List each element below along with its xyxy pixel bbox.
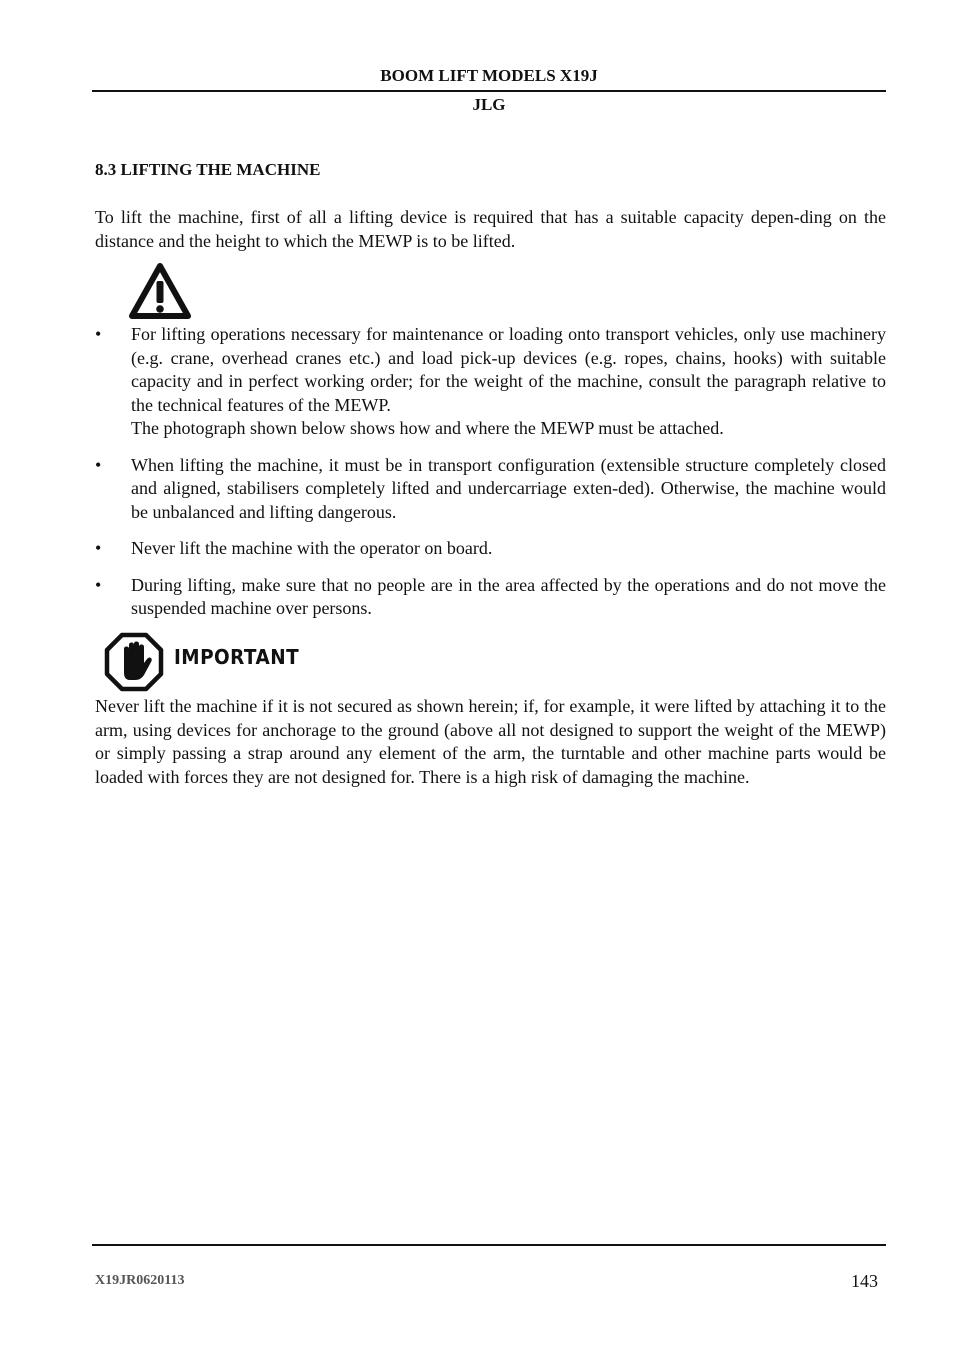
bullet-marker: • — [95, 538, 102, 558]
bullet-note: The photograph shown below shows how and where the MEWP must be attached. — [131, 418, 724, 438]
bullet-text: When lifting the machine, it must be in transport configuration (extensible structure completely closed and aligned, stabilisers completely lifted and undercarriage exten-ded). Otherwise, the machine would be unbalanced and lifting dangerous. — [131, 454, 886, 522]
safety-bullet-list — [95, 323, 886, 634]
list-item — [95, 323, 886, 441]
list-item — [95, 574, 886, 621]
bullet-marker: • — [95, 454, 102, 475]
bullet-text: During lifting, make sure that no people are in the area affected by the operations and do not move the suspended machine over persons. — [131, 574, 886, 618]
bullet-marker: • — [95, 324, 102, 344]
important-paragraph: Never lift the machine if it is not secured as shown herein; if, for example, it were lifted by attaching it to the arm, using devices for anchorage to the ground (above all not designed to support the weight of the MEWP) or simply passing a strap around any element of the arm, the turntable and other machine parts would be loaded with forces they are not designed for. There is a high risk of damaging the machine. — [95, 696, 886, 787]
list-item — [95, 454, 886, 525]
header-brand: JLG — [472, 95, 506, 114]
important-label: IMPORTANT — [174, 645, 300, 669]
bullet-text: Never lift the machine with the operator on board. — [131, 538, 493, 558]
stop-hand-icon — [104, 632, 164, 692]
bullet-marker: • — [95, 574, 102, 595]
page-number: 143 — [851, 1271, 878, 1291]
document-code: X19JR0620113 — [95, 1273, 185, 1288]
header-divider — [92, 90, 886, 92]
list-item — [95, 537, 886, 561]
intro-paragraph: To lift the machine, first of all a lifting device is required that has a suitable capacity depen-ding on the distance and the height to which the MEWP is to be lifted. — [95, 207, 886, 251]
section-heading: 8.3 LIFTING THE MACHINE — [95, 160, 321, 179]
warning-triangle-icon — [128, 262, 192, 320]
footer-divider — [92, 1244, 886, 1246]
bullet-text: For lifting operations necessary for maintenance or loading onto transport vehicles, only use machinery (e.g. crane, overhead cranes etc.) and load pick-up devices (e.g. ropes, chains, hooks) with suitable capacity and in perfect working order; for the weight of the machine, consult the paragraph relative to the technical features of the MEWP. — [131, 324, 886, 415]
header-title: BOOM LIFT MODELS X19J — [380, 66, 598, 85]
